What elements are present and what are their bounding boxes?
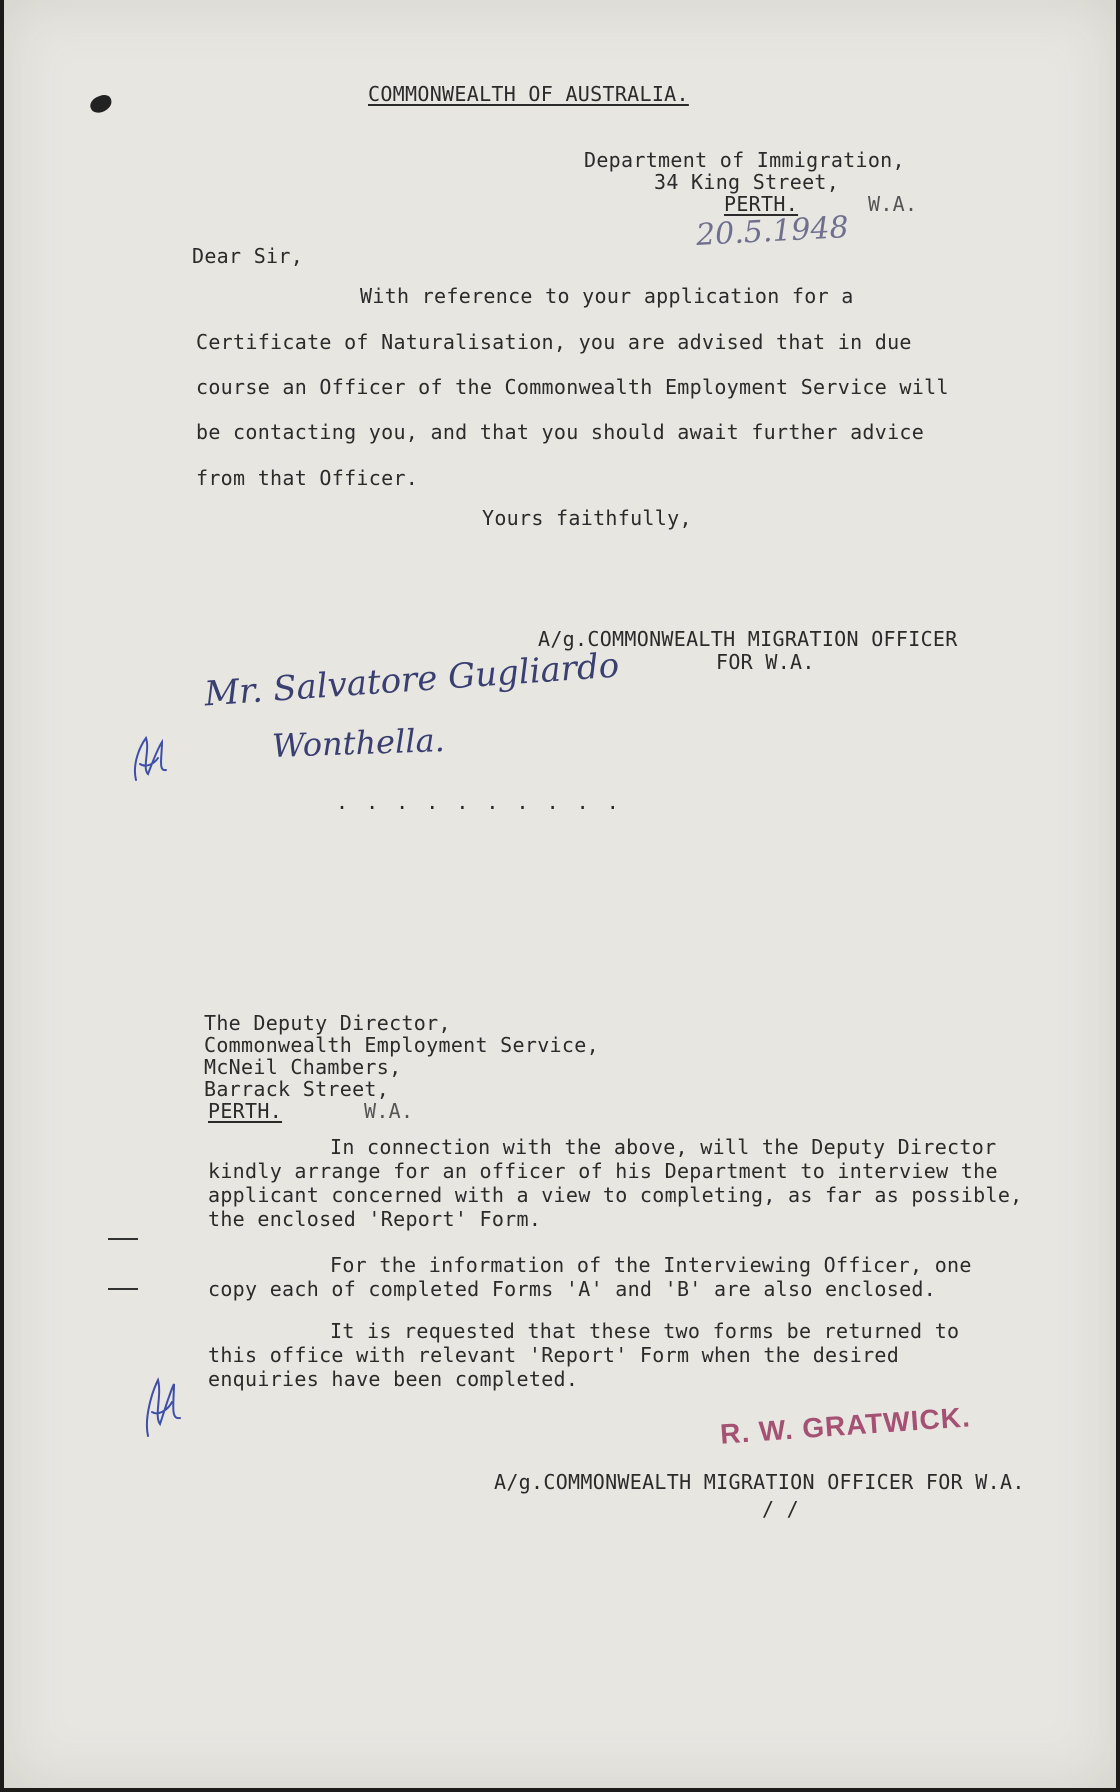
letter-body-line-4: be contacting you, and that you should await further advice [196, 420, 925, 444]
memo-addressee-line-4: Barrack Street, [204, 1077, 390, 1101]
memo-p2-line-1: For the information of the Interviewing Officer, one [330, 1253, 972, 1277]
memo-addressee-state: W.A. [364, 1099, 414, 1123]
sender-city: PERTH. [724, 192, 799, 216]
memo-p1-line-4: the enclosed 'Report' Form. [208, 1207, 542, 1231]
letter-body-line-1: With reference to your application for a [360, 284, 854, 308]
memo-addressee-line-3: McNeil Chambers, [204, 1055, 402, 1079]
memo-p3-line-2: this office with relevant 'Report' Form when the desired [208, 1343, 900, 1367]
ink-blot [88, 93, 114, 116]
sender-state: W.A. [868, 192, 918, 216]
letter-body-line-5: from that Officer. [196, 466, 419, 490]
salutation: Dear Sir, [192, 244, 304, 268]
name-stamp: R. W. GRATWICK. [719, 1401, 972, 1450]
letter-body-line-3: course an Officer of the Commonwealth Employment Service will [196, 375, 949, 399]
handwritten-initials-mark [138, 1362, 186, 1448]
closing: Yours faithfully, [482, 506, 692, 530]
memo-p1-line-1: In connection with the above, will the Deputy Director [330, 1135, 997, 1159]
handwritten-date: 20.5.1948 [695, 210, 850, 253]
letter-body-line-2: Certificate of Naturalisation, you are advised that in due [196, 330, 912, 354]
signatory-line-2: FOR W.A. [716, 650, 815, 674]
sender-department: Department of Immigration, [584, 148, 905, 172]
memo-date-blank: / / [762, 1497, 800, 1521]
memo-p1-line-2: kindly arrange for an officer of his Department to interview the [208, 1159, 998, 1183]
memo-addressee-city: PERTH. [208, 1099, 283, 1123]
handwritten-recipient-name: Mr. Salvatore Gugliardo [203, 645, 621, 715]
memo-p3-line-3: enquiries have been completed. [208, 1367, 579, 1391]
handwritten-initials-mark [128, 728, 172, 792]
memo-addressee-line-1: The Deputy Director, [204, 1011, 451, 1035]
memo-p1-line-3: applicant concerned with a view to completing, as far as possible, [208, 1183, 1023, 1207]
handwritten-recipient-place: Wonthella. [271, 720, 446, 766]
document-page [4, 0, 1116, 1788]
memo-p2-line-2: copy each of completed Forms 'A' and 'B' are also enclosed. [208, 1277, 937, 1301]
memo-addressee-line-2: Commonwealth Employment Service, [204, 1033, 599, 1057]
margin-dash [108, 1288, 138, 1290]
memo-signatory: A/g.COMMONWEALTH MIGRATION OFFICER FOR W.A. [494, 1470, 1025, 1494]
margin-dash [108, 1238, 138, 1240]
sender-street: 34 King Street, [654, 170, 840, 194]
signatory-line-1: A/g.COMMONWEALTH MIGRATION OFFICER [538, 627, 958, 651]
document-heading: COMMONWEALTH OF AUSTRALIA. [368, 82, 689, 106]
dotted-line: . . . . . . . . . . [336, 790, 622, 814]
memo-p3-line-1: It is requested that these two forms be returned to [330, 1319, 960, 1343]
